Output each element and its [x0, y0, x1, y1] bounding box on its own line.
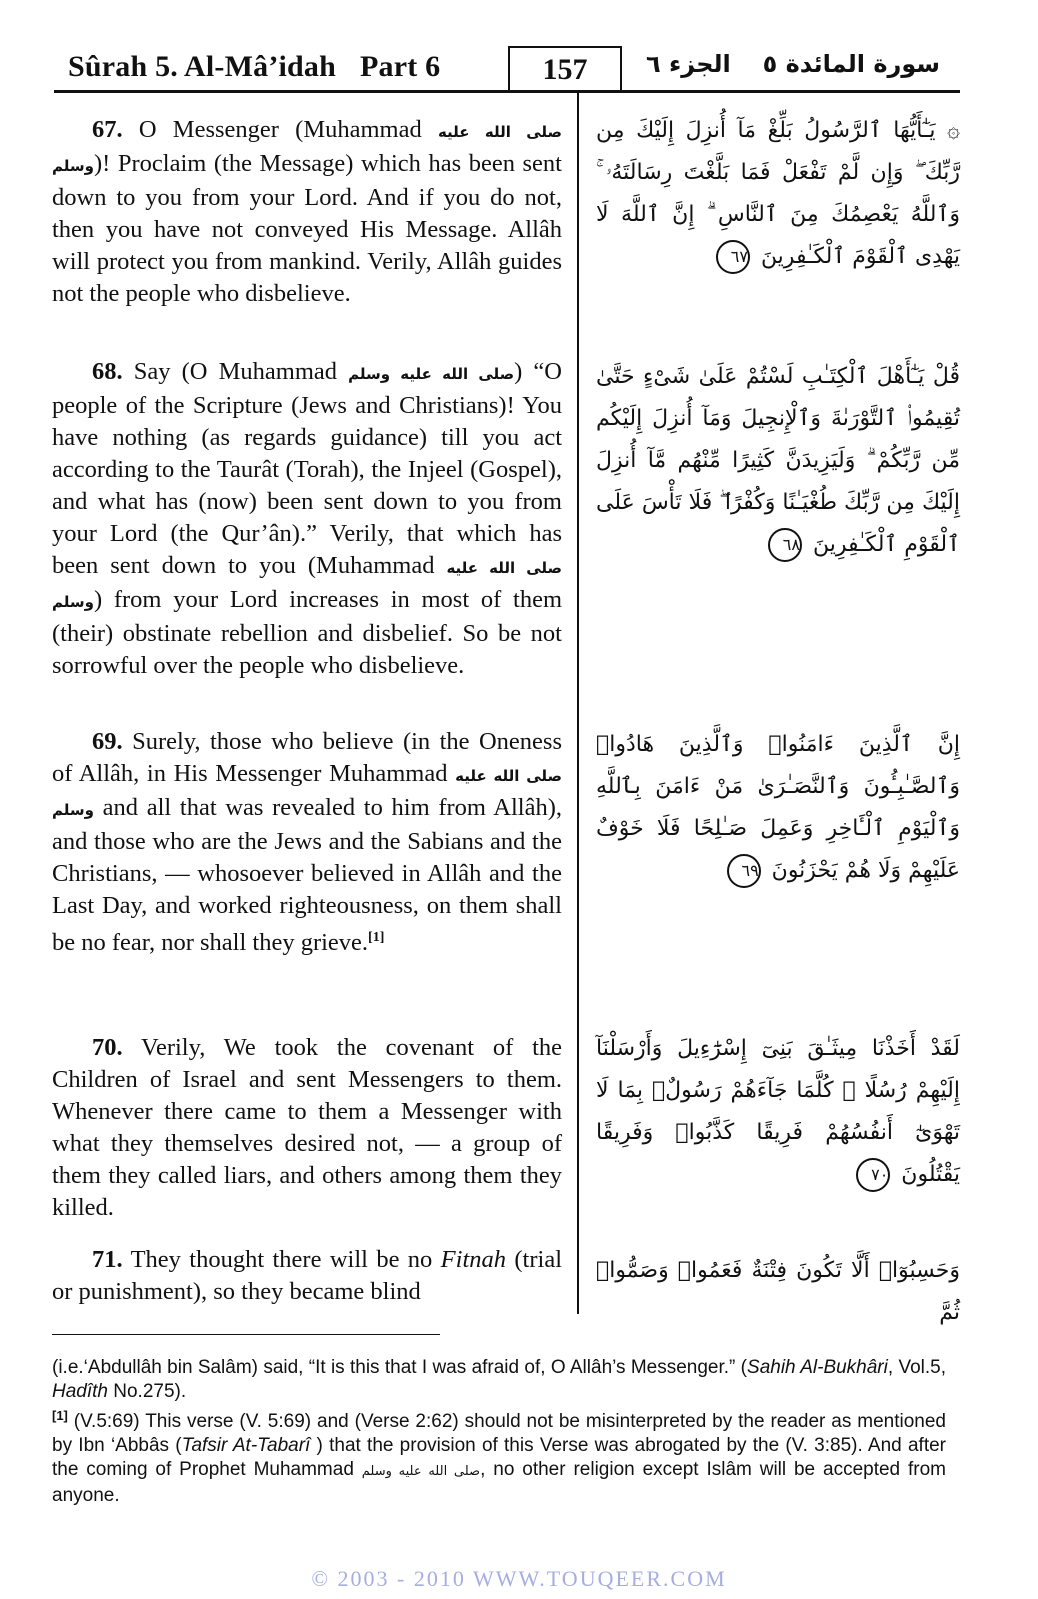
verse-69-english [52, 726, 562, 959]
verse-71-arabic [596, 1250, 960, 1334]
page-header [56, 46, 958, 92]
verse-70-english [52, 1032, 562, 1224]
verse-67-arabic [596, 110, 960, 278]
verse-68-english [52, 356, 562, 682]
arabic-text: ۞ يَـٰٓأَيُّهَا ٱلرَّسُولُ بَلِّغْ مَآ أُنزِلَ إِلَيْكَ مِن رَّبِّكَ ۖ وَإِن لَّمْ تَفْعَلْ فَمَا بَلَّغْتَ رِسَالَتَهُۥ ۚ وَٱللَّهُ يَعْصِمُكَ مِنَ ٱلنَّاسِ ۗ إِنَّ ٱللَّهَ لَا يَهْدِى ٱلْقَوْمَ ٱلْكَـٰفِرِينَ [596, 118, 960, 269]
ayah-number-marker: ٦٩ [727, 854, 761, 888]
arabic-text: قُلْ يَـٰٓأَهْلَ ٱلْكِتَـٰبِ لَسْتُمْ عَلَىٰ شَىْءٍ حَتَّىٰ تُقِيمُوا۟ ٱلتَّوْرَىٰةَ وَٱلْإِنجِيلَ وَمَآ أُنزِلَ إِلَيْكُم مِّن رَّبِّكُمْ ۗ وَلَيَزِيدَنَّ كَثِيرًا مِّنْهُم مَّآ أُنزِلَ إِلَيْكَ مِن رَّبِّكَ طُغْيَـٰنًا وَكُفْرًا ۖ فَلَا تَأْسَ عَلَى ٱلْقَوْمِ ٱلْكَـٰفِرِينَ [596, 364, 960, 557]
arabic-text: وَحَسِبُوٓا۟ أَلَّا تَكُونَ فِتْنَةٌ فَعَمُوا۟ وَصَمُّوا۟ ثُمَّ [596, 1258, 960, 1325]
verse-number: 71. [92, 1246, 123, 1273]
footnote-text: (V.5:69) This verse (V. 5:69) and (Verse 2:62) should not be misinterpreted by the reader as mentioned by Ibn ‘Abbâs (Tafsir At-Tabarî ) that the provision of this Verse was abrogated by the (V. 3:85). And after the coming of Prophet Muhammad صلى الله عليه وسلم, no other religion except Islâm will be accepted from anyone. [52, 1411, 947, 1507]
ayah-number-marker: ٧٠ [856, 1158, 890, 1192]
footnote-continuation: (i.e.‘Abdullâh bin Salâm) said, “It is this that I was afraid of, O Allâh’s Messenger.” (Sahih Al-Bukhâri, Vol.5, Hadîth No.275). [52, 1357, 947, 1402]
verse-number: 67. [92, 116, 123, 143]
verse-text: O Messenger (Muhammad صلى الله عليه وسلم)! Proclaim (the Message) which has been sent down to you from your Lord. And if you do not, then you have not conveyed His Message. Allâh will protect you from mankind. Verily, Allâh guides not the people who disbelieve. [52, 116, 562, 307]
header-divider [54, 90, 960, 93]
verse-71-english [52, 1244, 562, 1308]
header-left [68, 50, 440, 84]
verse-67-english [52, 114, 562, 310]
verse-70-arabic [596, 1028, 960, 1196]
verse-number: 68. [92, 358, 123, 385]
column-divider [577, 92, 579, 1314]
surah-title-ar: سورة المائدة ٥ [762, 50, 940, 78]
verse-text: Say (O Muhammad صلى الله عليه وسلم) “O people of the Scripture (Jews and Christians)! You have nothing (as regards guidance) till you act according to the Taurât (Torah), the Injeel (Gospel), and what has (now) been sent down to you from your Lord (the Qur’ân).” Verily, that which has been sent down to you (Muhammad صلى الله عليه وسلم) from your Lord increases in most of them (their) obstinate rebellion and disbelief. So be not sorrowful over the people who disbelieve. [52, 358, 562, 679]
verse-68-arabic [596, 356, 960, 566]
arabic-text: إِنَّ ٱلَّذِينَ ءَامَنُوا۟ وَٱلَّذِينَ هَادُوا۟ وَٱلصَّـٰبِـُٔونَ وَٱلنَّصَـٰرَىٰ مَنْ ءَامَنَ بِٱللَّهِ وَٱلْيَوْمِ ٱلْـَٔاخِرِ وَعَمِلَ صَـٰلِحًا فَلَا خَوْفٌ عَلَيْهِمْ وَلَا هُمْ يَحْزَنُونَ [596, 732, 960, 883]
copyright-notice: © 2003 - 2010 WWW.TOUQEER.COM [311, 1566, 727, 1591]
verse-69-arabic [596, 724, 960, 892]
verse-text: Surely, those who believe (in the Oneness of Allâh, in His Messenger Muhammad صلى الله عليه وسلم and all that was revealed to him from Allâh), and those who are the Jews and the Sabians and the Christians, — whosoever believed in Allâh and the Last Day, and worked righteousness, on them shall be no fear, nor shall they grieve.[1] [52, 728, 562, 957]
footnotes [52, 1356, 946, 1508]
footnote-divider [52, 1334, 440, 1335]
ayah-number-marker: ٦٨ [768, 528, 802, 562]
verse-number: 70. [92, 1034, 123, 1061]
ayah-number-marker: ٦٧ [716, 240, 750, 274]
page-number: 157 [508, 46, 622, 90]
arabic-text: لَقَدْ أَخَذْنَا مِيثَـٰقَ بَنِىٓ إِسْرَٰٓءِيلَ وَأَرْسَلْنَآ إِلَيْهِمْ رُسُلًا ۖ كُلَّمَا جَآءَهُمْ رَسُولٌۢ بِمَا لَا تَهْوَىٰٓ أَنفُسُهُمْ فَرِيقًا كَذَّبُوا۟ وَفَرِيقًا يَقْتُلُونَ [596, 1036, 960, 1187]
juz-label-ar: الجزء ٦ [646, 50, 731, 78]
part-label: Part 6 [360, 50, 441, 83]
footnote-1 [52, 1404, 946, 1508]
verse-text: They thought there will be no Fitnah (trial or punishment), so they became blind [52, 1246, 562, 1305]
verse-number: 69. [92, 728, 123, 755]
surah-title-en: Sûrah 5. Al-Mâ’idah [68, 50, 337, 83]
verse-text: Verily, We took the covenant of the Children of Israel and sent Messengers to them. Whenever there came to them a Messenger with what they themselves desired not, — a group of them they called liars, and others among them they killed. [52, 1034, 562, 1221]
footnote-marker: [1] [52, 1408, 68, 1423]
